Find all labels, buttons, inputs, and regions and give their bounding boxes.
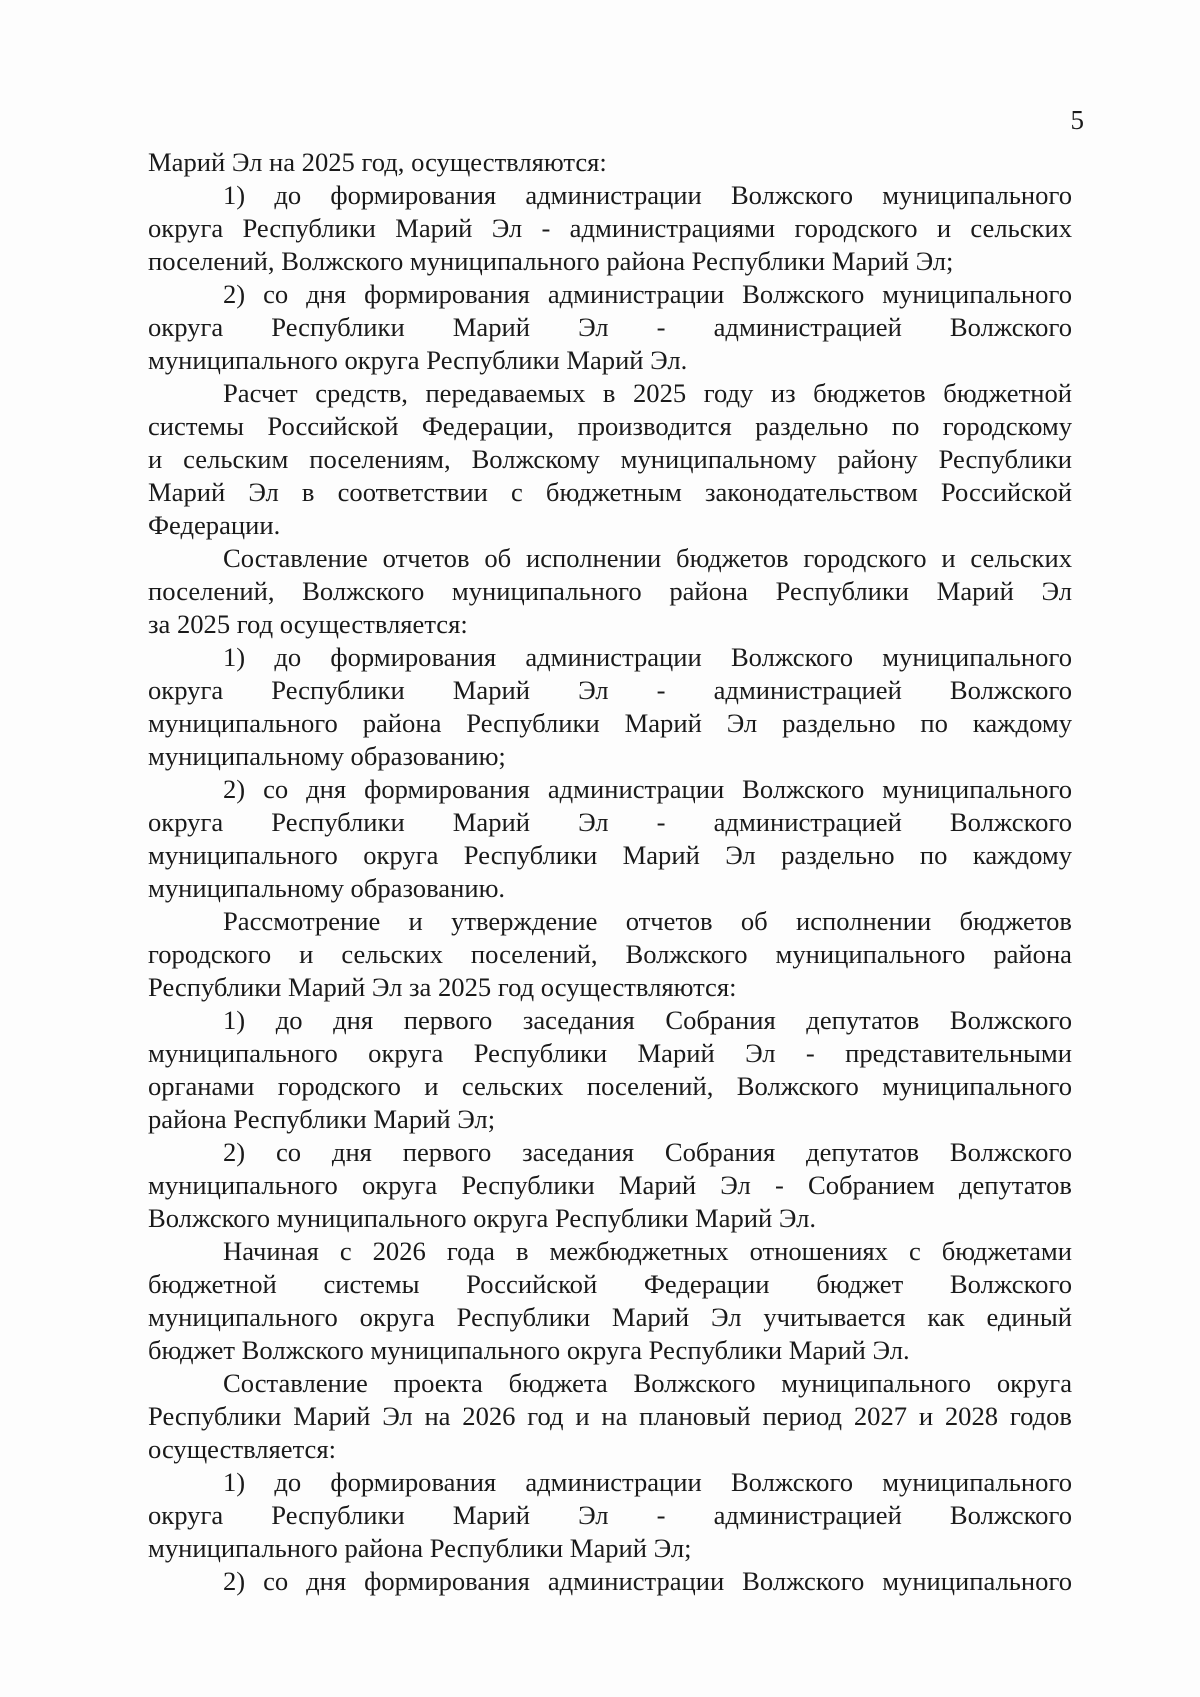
text-line: 1) до дня первого заседания Собрания депутатов Волжского xyxy=(223,1005,1072,1035)
text-line: бюджет Волжского муниципального округа Республики Марий Эл. xyxy=(148,1335,910,1365)
text-line: 1) до формирования администрации Волжского муниципального xyxy=(223,180,1072,210)
text-line: муниципальному образованию. xyxy=(148,873,506,903)
text-line: муниципальному образованию; xyxy=(148,741,506,771)
text-line: муниципального округа Республики Марий Эл учитывается как единый xyxy=(148,1302,1072,1332)
text-line: округа Республики Марий Эл - администрацией Волжского xyxy=(148,1500,1072,1530)
text-line: Составление отчетов об исполнении бюджетов городского и сельских xyxy=(223,543,1072,573)
text-line: Начиная с 2026 года в межбюджетных отношениях с бюджетами xyxy=(223,1236,1072,1266)
text-line: Составление проекта бюджета Волжского муниципального округа xyxy=(223,1368,1072,1398)
text-line: Республики Марий Эл за 2025 год осуществляются: xyxy=(148,972,737,1002)
text-line: 1) до формирования администрации Волжского муниципального xyxy=(223,642,1072,672)
text-line: и сельским поселениям, Волжскому муниципальному району Республики xyxy=(148,444,1072,474)
text-line: городского и сельских поселений, Волжского муниципального района xyxy=(148,939,1072,969)
text-line: поселений, Волжского муниципального района Республики Марий Эл; xyxy=(148,246,954,276)
text-line: муниципального округа Республики Марий Эл - Собранием депутатов xyxy=(148,1170,1072,1200)
text-line: муниципального района Республики Марий Эл раздельно по каждому xyxy=(148,708,1072,738)
text-line: системы Российской Федерации, производится раздельно по городскому xyxy=(148,411,1072,441)
text-line: Республики Марий Эл на 2026 год и на плановый период 2027 и 2028 годов xyxy=(148,1401,1072,1431)
page-number: 5 xyxy=(1070,105,1084,135)
text-line: 2) со дня формирования администрации Волжского муниципального xyxy=(223,774,1072,804)
text-line: муниципального округа Республики Марий Эл - представительными xyxy=(148,1038,1072,1068)
document-body xyxy=(148,146,1072,1598)
text-line: Расчет средств, передаваемых в 2025 году из бюджетов бюджетной xyxy=(223,378,1072,408)
text-line: округа Республики Марий Эл - администрацией Волжского xyxy=(148,312,1072,342)
text-line: округа Республики Марий Эл - администрацией Волжского xyxy=(148,807,1072,837)
text-line: Рассмотрение и утверждение отчетов об исполнении бюджетов xyxy=(223,906,1072,936)
text-line: муниципального округа Республики Марий Эл раздельно по каждому xyxy=(148,840,1072,870)
text-line: 2) со дня формирования администрации Волжского муниципального xyxy=(223,279,1072,309)
text-line: органами городского и сельских поселений, Волжского муниципального xyxy=(148,1071,1072,1101)
text-line: поселений, Волжского муниципального района Республики Марий Эл xyxy=(148,576,1072,606)
text-line: 1) до формирования администрации Волжского муниципального xyxy=(223,1467,1072,1497)
text-line: Марий Эл на 2025 год, осуществляются: xyxy=(148,147,607,177)
text-line: Марий Эл в соответствии с бюджетным законодательством Российской xyxy=(148,477,1072,507)
text-line: Федерации. xyxy=(148,510,281,540)
text-line: округа Республики Марий Эл - администрацией Волжского xyxy=(148,675,1072,705)
text-line: округа Республики Марий Эл - администрациями городского и сельских xyxy=(148,213,1072,243)
text-line: муниципального района Республики Марий Эл; xyxy=(148,1533,692,1563)
text-line: 2) со дня формирования администрации Волжского муниципального xyxy=(223,1566,1072,1596)
text-line: за 2025 год осуществляется: xyxy=(148,609,468,639)
text-line: района Республики Марий Эл; xyxy=(148,1104,496,1134)
text-line: Волжского муниципального округа Республики Марий Эл. xyxy=(148,1203,817,1233)
text-line: бюджетной системы Российской Федерации бюджет Волжского xyxy=(148,1269,1072,1299)
text-line: 2) со дня первого заседания Собрания депутатов Волжского xyxy=(223,1137,1072,1167)
text-line: осуществляется: xyxy=(148,1434,336,1464)
text-line: муниципального округа Республики Марий Эл. xyxy=(148,345,688,375)
